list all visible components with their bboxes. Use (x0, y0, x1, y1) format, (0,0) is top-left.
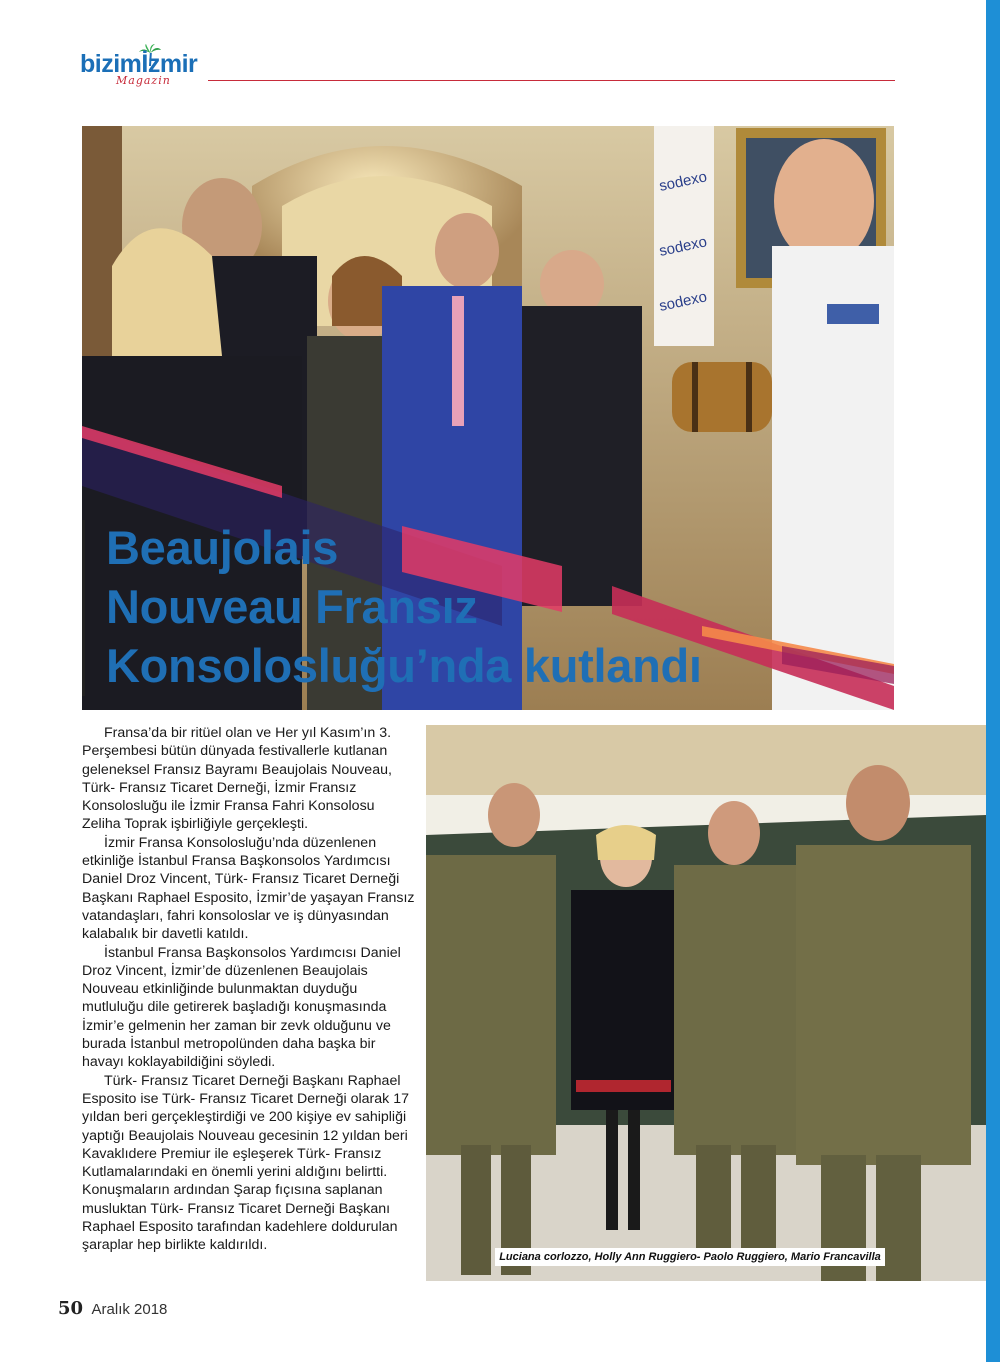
article-paragraph: İzmir Fransa Konsolosluğu’nda düzenlenen etkinliğe İstanbul Fransa Başkonsolos Yardımcısı Daniel Droz Vincent, Türk- Fransız Ticaret Derneği Başkanı Raphael Esposito, İzmir’de yaşayan Fransız vatandaşları, fahri konsoloslar ve iş dünyasından kalabalık bir davetli katıldı. (82, 834, 415, 943)
logo-text-bizim: bizim (80, 50, 142, 78)
article-paragraph: Türk- Fransız Ticaret Derneği Başkanı Raphael Esposito ise Türk- Fransız Ticaret Derneği olarak 17 yıldan beri gerçekleştirdiği ve 200 kişiye ev sahipliği yaptığı Beaujolais Nouveau gecesinin 12 yıldan beri Kavaklıdere Premiur ile eşleşerek Türk- Fransız Kutlamalarındaki en önemli yerini aldığını belirtti. Konuşmaların ardından Şarap fıçısına saplanan musluktan Türk- Fransız Ticaret Derneği Başkanı Raphael Esposito tarafından kadehlere doldurulan şaraplar hep birlikte kaldırıldı. (82, 1072, 409, 1254)
banner-text-3: sodexo (657, 288, 709, 315)
issue-date: Aralık 2018 (91, 1301, 168, 1318)
article-paragraph: Fransa’da bir ritüel olan ve Her yıl Kasım’ın 3. Perşembesi bütün dünyada festivallerle kutlanan geleneksel Fransız Bayramı Beaujolais Nouveau, Türk- Fransız Ticaret Derneği, İzmir Fransız Konsolosluğu ile İzmir Fransa Fahri Konsolosu Zeliha Toprak işbirliğiyle gerçekleşti. (82, 725, 392, 833)
bottom-group-photo (426, 725, 986, 1281)
magazine-logo (80, 44, 220, 90)
logo-text-izmir: İzmir (141, 50, 198, 78)
logo-subtitle: Magazin (116, 74, 171, 87)
article-paragraph: İstanbul Fransa Başkonsolos Yardımcısı Daniel Droz Vincent, İzmir’de düzenlenen Beaujolais Nouveau etkinliğinde bulunmaktan duyduğu mutluluğu dile getirerek başladığı konuşmasında İzmir’e gelmenin her zaman bir zevk olduğunu ve burada İstanbul metropolünden daha başka bir havayı koklayabildiğini söyledi. (82, 944, 401, 1071)
side-color-bar (986, 0, 1000, 1362)
header-rule (208, 80, 895, 81)
article-title: Beaujolais Nouveau Fransız Konsolosluğu’nda kutlandı (106, 521, 702, 692)
page-footer (58, 1298, 167, 1319)
article-title-block (82, 518, 722, 698)
banner-text-2: sodexo (657, 233, 709, 260)
title-accent-bar (82, 520, 85, 696)
article-body (82, 724, 416, 1255)
photo-caption: Luciana corlozzo, Holly Ann Ruggiero- Paolo Ruggiero, Mario Francavilla (495, 1248, 885, 1266)
page-number: 50 (58, 1298, 84, 1319)
banner-text-1: sodexo (657, 168, 709, 195)
